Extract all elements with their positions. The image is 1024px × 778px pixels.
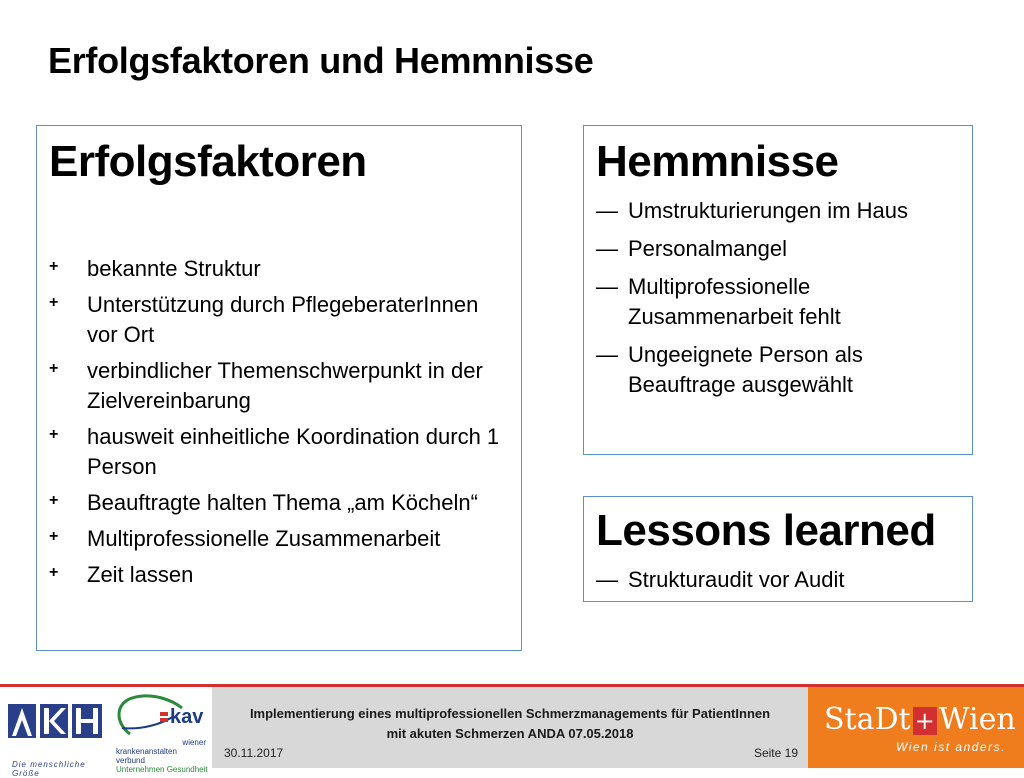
list-item-text: Beauftragte halten Thema „am Köcheln“ xyxy=(87,490,478,515)
list-item-text: verbindlicher Themenschwerpunkt in der Zielvereinbarung xyxy=(87,358,483,413)
bullet-marker: — xyxy=(596,274,618,299)
bullet-marker: + xyxy=(49,294,59,311)
akh-logo-graphic xyxy=(6,702,106,742)
slide-title: Erfolgsfaktoren und Hemmnisse xyxy=(48,40,594,81)
bullet-marker: + xyxy=(49,564,59,581)
hemmnisse-box xyxy=(583,125,973,455)
lessons-learned-box xyxy=(583,496,973,602)
list-item-text: Personalmangel xyxy=(628,236,787,261)
footer-logos xyxy=(0,684,212,778)
hemmnisse-list xyxy=(596,196,966,408)
wien-cross-icon: + xyxy=(914,707,935,735)
wien-text: Wien xyxy=(938,702,1016,737)
footer-title-line2: mit akuten Schmerzen ANDA 07.05.2018 xyxy=(386,726,634,741)
footer xyxy=(0,684,1024,778)
lessons-learned-list xyxy=(596,565,966,603)
kav-line2: krankenanstalten verbund xyxy=(116,747,177,765)
stadt-wien-wordmark xyxy=(824,702,1016,737)
list-item-text: Umstrukturierungen im Haus xyxy=(628,198,908,223)
erfolgsfaktor-item xyxy=(49,560,513,590)
bullet-marker: + xyxy=(49,528,59,545)
erfolgsfaktor-item xyxy=(49,254,513,284)
kav-logo xyxy=(112,694,208,774)
erfolgsfaktor-item xyxy=(49,422,513,482)
erfolgsfaktoren-box xyxy=(36,125,522,651)
kav-text: kav xyxy=(170,706,204,728)
kav-line3: Unternehmen Gesundheit xyxy=(116,765,208,774)
erfolgsfaktoren-heading: Erfolgsfaktoren xyxy=(49,137,367,186)
lessons-learned-heading: Lessons learned xyxy=(596,506,936,555)
footer-title-line1: Implementierung eines multiprofessionellen Schmerzmanagements für PatientInnen xyxy=(249,706,771,721)
bullet-marker: + xyxy=(49,426,59,443)
footer-divider xyxy=(0,684,1024,687)
list-item-text: Zeit lassen xyxy=(87,562,194,587)
hemmnis-item xyxy=(596,272,966,332)
list-item-text: Unterstützung durch PflegeberaterInnen vor Ort xyxy=(87,292,479,347)
hemmnis-item xyxy=(596,196,966,226)
list-item-text: Strukturaudit vor Audit xyxy=(628,567,845,592)
hemmnisse-heading: Hemmnisse xyxy=(596,137,839,186)
bullet-marker: + xyxy=(49,258,59,275)
stadt-text: StaDt xyxy=(824,702,911,737)
akh-logo xyxy=(6,702,106,778)
footer-info xyxy=(212,684,808,768)
hemmnis-item xyxy=(596,340,966,400)
list-item-text: hausweit einheitliche Koordination durch 1 Person xyxy=(87,424,500,479)
erfolgsfaktor-item xyxy=(49,524,513,554)
footer-date: 30.11.2017 xyxy=(224,746,284,760)
list-item-text: Multiprofessionelle Zusammenarbeit fehlt xyxy=(628,274,841,329)
hemmnis-item xyxy=(596,234,966,264)
kav-subtitle xyxy=(116,738,208,774)
bullet-marker: + xyxy=(49,360,59,377)
akh-subtitle: Die menschliche Größe xyxy=(12,760,86,778)
footer-presentation-title xyxy=(212,704,808,744)
lesson-item xyxy=(596,565,966,595)
erfolgsfaktor-item xyxy=(49,356,513,416)
list-item-text: bekannte Struktur xyxy=(87,256,261,281)
footer-page-number: Seite 19 xyxy=(753,746,798,760)
bullet-marker: — xyxy=(596,236,618,261)
erfolgsfaktor-item xyxy=(49,488,513,518)
bullet-marker: — xyxy=(596,567,618,592)
bullet-marker: — xyxy=(596,198,618,223)
erfolgsfaktor-item xyxy=(49,290,513,350)
bullet-marker: — xyxy=(596,342,618,367)
stadt-wien-logo xyxy=(808,684,1024,768)
stadt-wien-slogan: Wien ist anders. xyxy=(896,740,1006,754)
list-item-text: Ungeeignete Person als Beauftrage ausgewählt xyxy=(628,342,863,397)
kav-line1: wiener xyxy=(182,738,206,747)
list-item-text: Multiprofessionelle Zusammenarbeit xyxy=(87,526,441,551)
bullet-marker: + xyxy=(49,492,59,509)
erfolgsfaktoren-list xyxy=(49,254,513,596)
